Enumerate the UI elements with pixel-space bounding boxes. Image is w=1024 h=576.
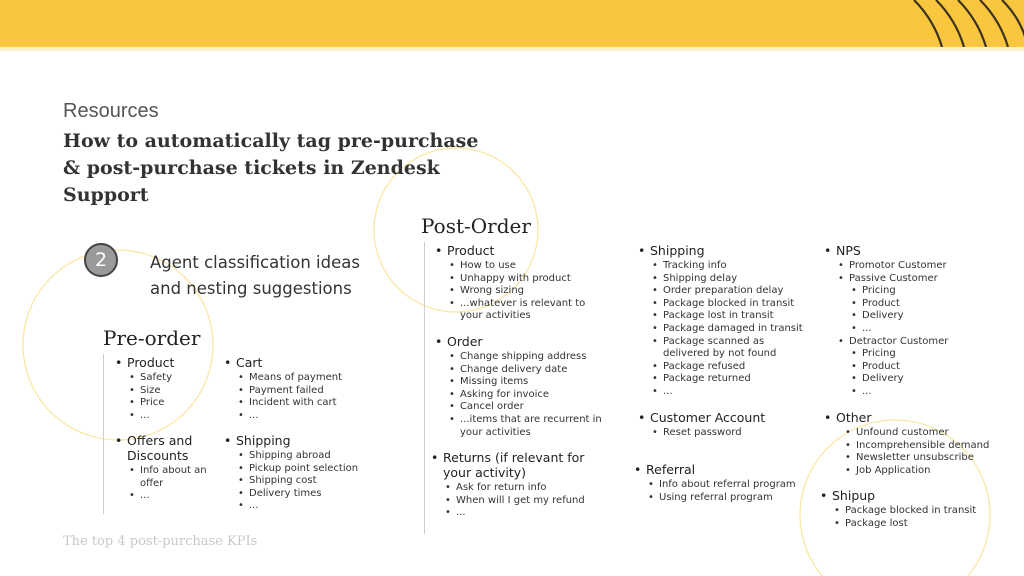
post-customer-account-group — [637, 410, 807, 440]
pre-order-heading: Pre-order — [103, 326, 201, 350]
list-item: • Shipping abroad — [236, 450, 393, 463]
post-nps-group — [823, 243, 1003, 399]
list-item: • Change shipping address — [447, 351, 614, 364]
list-item: • Delivery — [849, 373, 1003, 386]
step-number-badge: 2 — [84, 243, 118, 277]
list-item: • Change delivery date — [447, 364, 614, 377]
list-item: • Shipping cost — [236, 475, 393, 488]
category-label: • Returns (if relevant for your activity) — [430, 450, 590, 480]
pre-cart-group — [223, 355, 383, 422]
list-item: • Incident with cart — [236, 397, 383, 410]
list-item: • ... — [849, 323, 1003, 336]
list-item: • Ask for return info — [443, 482, 590, 495]
footer-watermark: The top 4 post-purchase KPIs — [63, 534, 258, 549]
list-item: • ... — [127, 490, 219, 503]
list-item: • ... — [236, 410, 383, 423]
category-label: • Referral — [633, 462, 813, 477]
post-order-group — [434, 334, 614, 439]
list-item: • ... — [236, 500, 393, 513]
list-item: • Delivery times — [236, 488, 393, 501]
post-order-heading: Post-Order — [421, 214, 531, 238]
list-item: • ... — [650, 386, 807, 399]
list-item: • Package returned — [650, 373, 807, 386]
list-item: • Job Application — [843, 465, 1013, 478]
list-item: • Package lost in transit — [650, 310, 807, 323]
list-item: • Incomprehensible demand — [843, 440, 1013, 453]
list-item: • Unhappy with product — [447, 273, 609, 286]
category-label: • NPS — [823, 243, 1003, 258]
list-item: • Delivery — [849, 310, 1003, 323]
list-item: • Package scanned as delivered by not found — [650, 336, 807, 361]
list-item: • Package damaged in transit — [650, 323, 807, 336]
pre-order-divider — [103, 354, 104, 514]
list-item: • ...items that are recurrent in your activities — [447, 414, 614, 439]
list-item: • Product — [849, 361, 1003, 374]
list-item: • How to use — [447, 260, 609, 273]
list-item: • Asking for invoice — [447, 389, 614, 402]
category-label: • Other — [823, 410, 1013, 425]
list-item: • Package blocked in transit — [832, 505, 999, 518]
list-item: • Pricing — [849, 285, 1003, 298]
list-item: • Package lost — [832, 518, 999, 531]
post-shipup-group — [819, 488, 999, 530]
list-item: • Using referral program — [646, 492, 813, 505]
pre-product-group — [114, 355, 224, 422]
post-referral-group — [633, 462, 813, 504]
category-label: • Product — [114, 355, 224, 370]
list-item: • Size — [127, 385, 224, 398]
post-returns-group — [430, 450, 590, 520]
header-shadow — [0, 47, 1024, 51]
list-item: • Unfound customer — [843, 427, 1013, 440]
list-item: • Wrong sizing — [447, 285, 609, 298]
list-item: • Shipping delay — [650, 273, 807, 286]
category-label: • Shipping — [223, 433, 393, 448]
list-item: • Package blocked in transit — [650, 298, 807, 311]
list-item: • ... — [849, 386, 1003, 399]
category-label: • Cart — [223, 355, 383, 370]
post-shipping-group — [637, 243, 807, 399]
list-item: • Detractor Customer — [836, 336, 1003, 349]
list-item: • Missing items — [447, 376, 614, 389]
list-item: • Pricing — [849, 348, 1003, 361]
post-order-divider — [424, 242, 425, 534]
pre-offers-group — [114, 433, 219, 503]
list-item: • ... — [127, 410, 224, 423]
list-item: • Info about an offer — [127, 465, 219, 490]
list-item: • Order preparation delay — [650, 285, 807, 298]
list-item: • Cancel order — [447, 401, 614, 414]
category-label: • Customer Account — [637, 410, 807, 425]
category-label: • Shipping — [637, 243, 807, 258]
list-item: • When will I get my refund — [443, 495, 590, 508]
post-product-group — [434, 243, 609, 323]
section-label: Resources — [63, 100, 159, 122]
category-label: • Order — [434, 334, 614, 349]
list-item: • Price — [127, 397, 224, 410]
step-description: Agent classification ideas and nesting suggestions — [150, 253, 360, 298]
post-other-group — [823, 410, 1013, 477]
pre-shipping-group — [223, 433, 393, 513]
page-title: How to automatically tag pre-purchase & post-purchase tickets in Zendesk Support — [63, 130, 479, 206]
list-item: • Passive Customer — [836, 273, 1003, 286]
list-item: • Pickup point selection — [236, 463, 393, 476]
category-label: • Shipup — [819, 488, 999, 503]
list-item: • Product — [849, 298, 1003, 311]
list-item: • ... — [443, 507, 590, 520]
list-item: • ...whatever is relevant to your activities — [447, 298, 609, 323]
list-item: • Promotor Customer — [836, 260, 1003, 273]
list-item: • Means of payment — [236, 372, 383, 385]
list-item: • Package refused — [650, 361, 807, 374]
list-item: • Info about referral program — [646, 479, 813, 492]
list-item: • Safety — [127, 372, 224, 385]
list-item: • Reset password — [650, 427, 807, 440]
list-item: • Newsletter unsubscribe — [843, 452, 1013, 465]
list-item: • Tracking info — [650, 260, 807, 273]
list-item: • Payment failed — [236, 385, 383, 398]
category-label: • Product — [434, 243, 609, 258]
category-label: • Offers and Discounts — [114, 433, 219, 463]
header-banner — [0, 0, 1024, 47]
